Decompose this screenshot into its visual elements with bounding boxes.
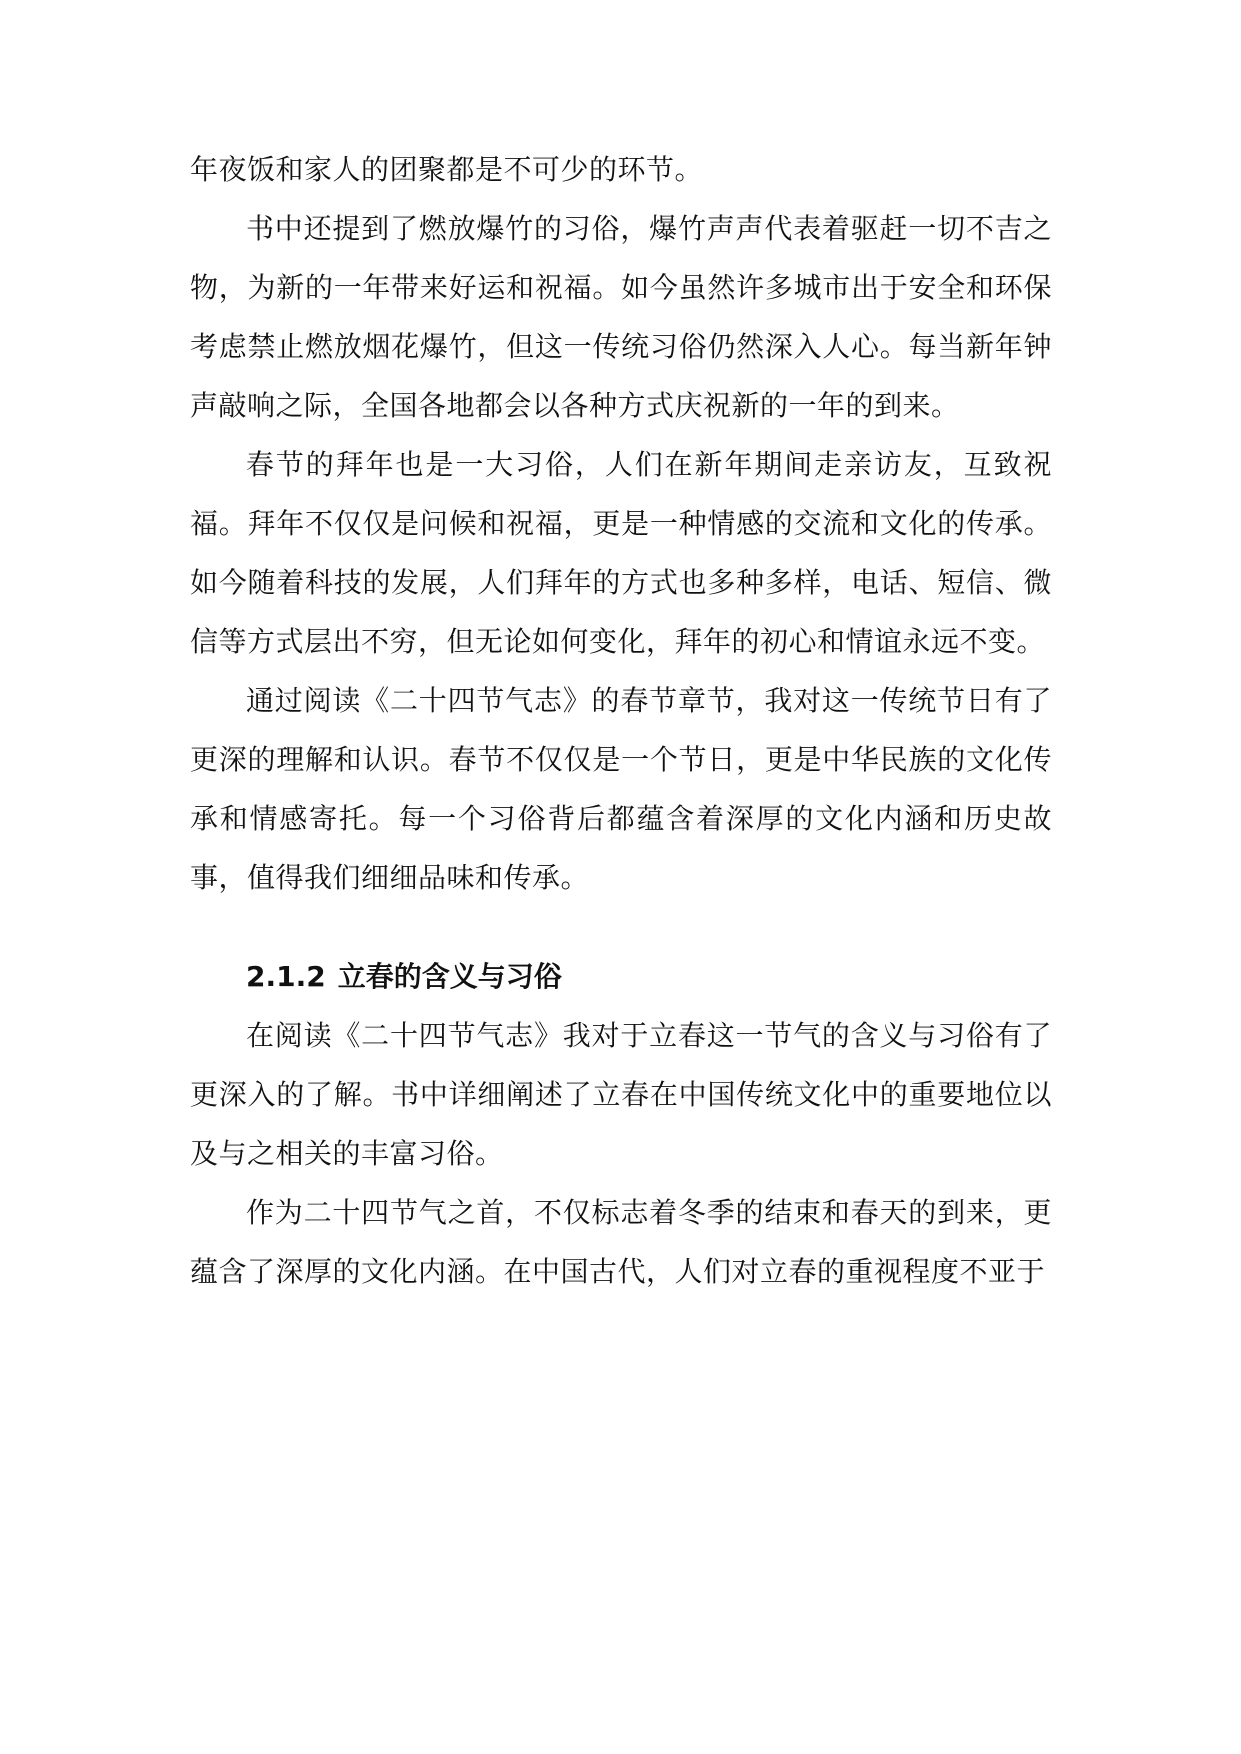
paragraph-continuation: 年夜饭和家人的团聚都是不可少的环节。 xyxy=(190,153,704,186)
document-page xyxy=(190,140,1052,1301)
section-heading xyxy=(190,947,1052,1006)
paragraph-new-year-greetings: 春节的拜年也是一大习俗，人们在新年期间走亲访友，互致祝福。拜年不仅仅是问候和祝福，更是一种情感的交流和文化的传承。如今随着科技的发展，人们拜年的方式也多种多样，电话、短信、微信等方式层出不穷，但无论如何变化，拜年的初心和情谊永远不变。 xyxy=(190,448,1052,658)
paragraph-reading-reflection: 通过阅读《二十四节气志》的春节章节，我对这一传统节日有了更深的理解和认识。春节不仅仅是一个节日，更是中华民族的文化传承和情感寄托。每一个习俗背后都蕴含着深厚的文化内涵和历史故事，值得我们细细品味和传承。 xyxy=(190,684,1052,894)
paragraph-lichun-meaning: 作为二十四节气之首，不仅标志着冬季的结束和春天的到来，更蕴含了深厚的文化内涵。在中国古代，人们对立春的重视程度不亚于 xyxy=(190,1196,1052,1288)
paragraph-lichun-intro: 在阅读《二十四节气志》我对于立春这一节气的含义与习俗有了更深入的了解。书中详细阐述了立春在中国传统文化中的重要地位以及与之相关的丰富习俗。 xyxy=(190,1019,1052,1170)
paragraph-firecrackers: 书中还提到了燃放爆竹的习俗，爆竹声声代表着驱赶一切不吉之物，为新的一年带来好运和祝福。如今虽然许多城市出于安全和环保考虑禁止燃放烟花爆竹，但这一传统习俗仍然深入人心。每当新年钟声敲响之际，全国各地都会以各种方式庆祝新的一年的到来。 xyxy=(190,212,1052,422)
section-title: 立春的含义与习俗 xyxy=(337,960,562,993)
section-number: 2.1.2 xyxy=(246,960,326,993)
